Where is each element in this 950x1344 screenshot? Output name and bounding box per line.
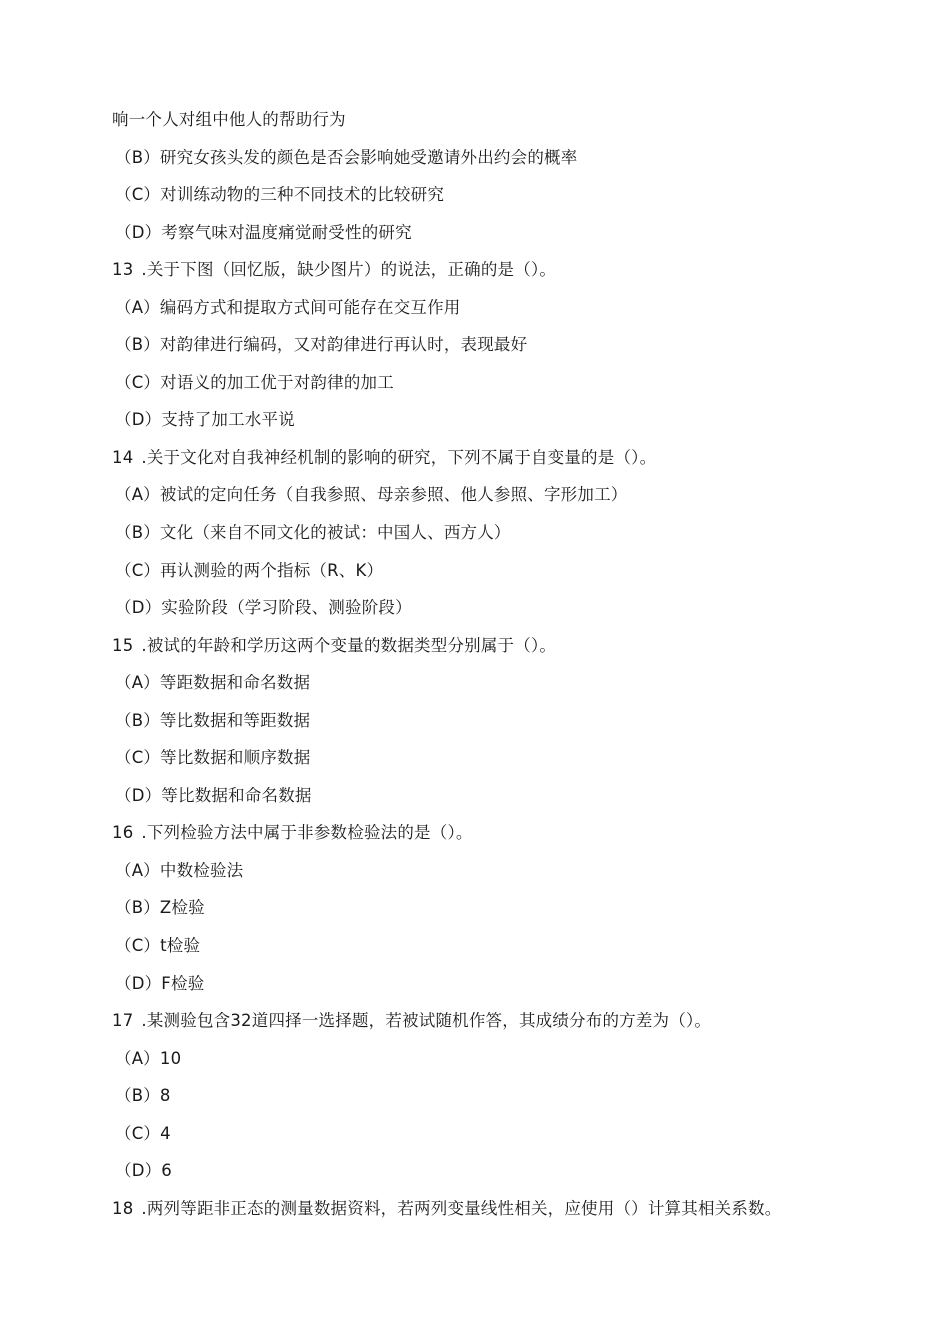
option-15-a: （A）等距数据和命名数据 [115,673,311,693]
option-13-b: （B）对韵律进行编码，又对韵律进行再认时，表现最好 [115,335,528,355]
question-stem: .关于下图（回忆版，缺少图片）的说法，正确的是（）。 [141,260,557,280]
option-12-b: （B）研究女孩头发的颜色是否会影响她受邀请外出约会的概率 [115,147,578,167]
question-number: 17 [112,1011,134,1031]
question-number: 14 [112,447,134,467]
question-number: 13 [112,260,134,280]
option-16-b: （B）Z检验 [115,898,205,918]
question-stem: .下列检验方法中属于非参数检验法的是（）。 [141,823,473,843]
question-15 [112,632,912,670]
option-12-c: （C）对训练动物的三种不同技术的比较研究 [115,185,445,205]
question-number: 15 [112,635,134,655]
question-number: 16 [112,823,134,843]
option-15-b: （B）等比数据和等距数据 [115,710,311,730]
question-stem: .某测验包含32道四择一选择题，若被试随机作答，其成绩分布的方差为（）。 [141,1011,712,1031]
option-15-c: （C）等比数据和顺序数据 [115,748,311,768]
option-17-d: （D）6 [115,1161,173,1181]
question-number: 18 [112,1198,134,1218]
question-list [112,106,912,1232]
question-17 [112,1007,912,1045]
option-14-d: （D）实验阶段（学习阶段、测验阶段） [115,598,412,618]
question-18 [112,1195,912,1233]
question-stem: .被试的年龄和学历这两个变量的数据类型分别属于（）。 [141,635,557,655]
option-14-b: （B）文化（来自不同文化的被试：中国人、西方人） [115,523,511,543]
question-13 [112,256,912,294]
question-14 [112,444,912,482]
option-17-c: （C）4 [115,1123,171,1143]
option-13-a: （A）编码方式和提取方式间可能存在交互作用 [115,297,461,317]
question-16 [112,819,912,857]
option-16-d: （D）F检验 [115,973,205,993]
option-13-c: （C）对语义的加工优于对韵律的加工 [115,372,394,392]
option-17-b: （B）8 [115,1086,171,1106]
option-15-d: （D）等比数据和命名数据 [115,785,312,805]
question-stem: .关于文化对自我神经机制的影响的研究，下列不属于自变量的是（）。 [141,447,657,467]
continuation-text: 响一个人对组中他人的帮助行为 [112,110,346,129]
question-stem: .两列等距非正态的测量数据资料，若两列变量线性相关，应使用（）计算其相关系数。 [141,1198,782,1218]
option-14-a: （A）被试的定向任务（自我参照、母亲参照、他人参照、字形加工） [115,485,628,505]
option-14-c: （C）再认测验的两个指标（R、K） [115,560,384,580]
option-12-d: （D）考察气味对温度痛觉耐受性的研究 [115,222,412,242]
option-13-d: （D）支持了加工水平说 [115,410,295,430]
option-16-c: （C）t检验 [115,936,201,956]
option-17-a: （A）10 [115,1048,182,1068]
option-16-a: （A）中数检验法 [115,860,244,880]
